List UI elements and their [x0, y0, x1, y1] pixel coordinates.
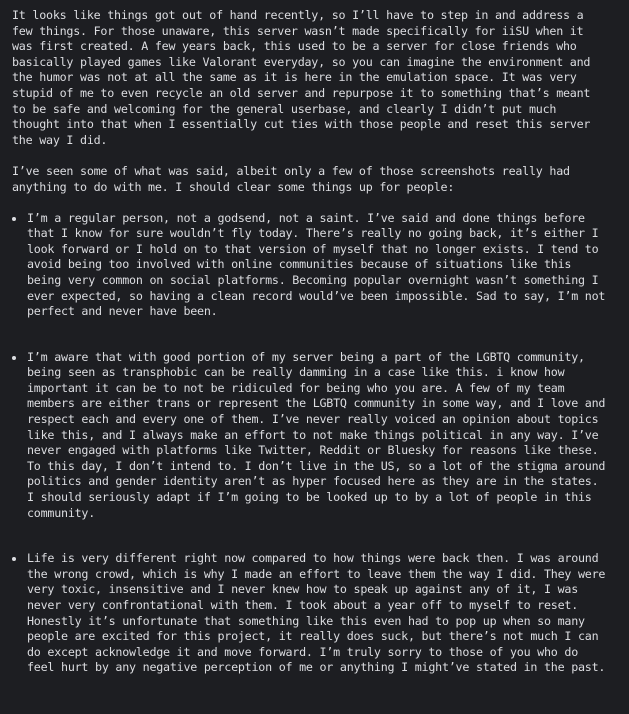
list-item — [12, 350, 622, 522]
bullet-icon — [12, 557, 16, 561]
point-text-3: Life is very different right now compared to how things were back then. I was around the wrong crowd, which is why I made an effort to leave them the way I did. They were very toxic, insensitive and I never knew how to speak up against any of it, I was never very confrontational with them. I took about a year off to myself to reset. Honestly it’s unfortunate that something like this even had to pop up when so many people are excited for this project, it really does suck, but there’s not much I can do except acknowledge it and move forward. I’m truly sorry to those of you who do feel hurt by any negative perception of me or anything I might’ve stated in the past. — [27, 551, 606, 675]
bullet-icon — [12, 356, 16, 360]
intro-paragraph-1: It looks like things got out of hand recently, so I’ll have to step in and address a few things. For those unaware, this server wasn’t made specifically for iiSU when it was first created. A few years back, this used to be a server for close friends who basically played games like Valorant everyday, so you can imagine the environment and the humor was not at all the same as it is here in the emulation space. It was very stupid of me to even recycle an old server and repurpose it to something that’s meant to be safe and welcoming for the general userbase, and clearly I didn’t put much thought into that when I essentially cut ties with those people and reset this server the way I did. — [12, 8, 591, 147]
list-item — [12, 211, 622, 320]
points-list — [12, 211, 622, 676]
list-item — [12, 551, 622, 676]
point-text-1: I’m a regular person, not a godsend, not a saint. I’ve said and done things before that I know for sure wouldn’t fly today. There’s really no going back, it’s either I look forward or I hold on to that version of myself that no longer exists. I tend to avoid being too involved with online communities because of situations like this being very common on social platforms. Becoming popular overnight wasn’t something I ever expected, so having a clean record would’ve been impossible. Sad to say, I’m not perfect and never have been. — [27, 210, 606, 319]
intro-paragraph-2: I’ve seen some of what was said, albeit only a few of those screenshots really had anything to do with me. I should clear some things up for people: — [12, 164, 570, 194]
statement-document — [12, 8, 622, 676]
point-text-2: I’m aware that with good portion of my server being a part of the LGBTQ community, being seen as transphobic can be really damming in a case like this. i know how important it can be to not be ridiculed for being who you are. A few of my team members are either trans or represent the LGBTQ community in some way, and I love and respect each and every one of them. I’ve never really voiced an opinion about topics like this, and I always make an effort to not make things political in any way. I’ve never engaged with platforms like Twitter, Reddit or Bluesky for reasons like these. To this day, I don’t intend to. I don’t live in the US, so a lot of the stigma around politics and gender identity aren’t as hyper focused here as they are in the states. I should seriously adapt if I’m going to be looked up to by a lot of people in this community. — [27, 349, 606, 520]
bullet-icon — [12, 217, 16, 221]
